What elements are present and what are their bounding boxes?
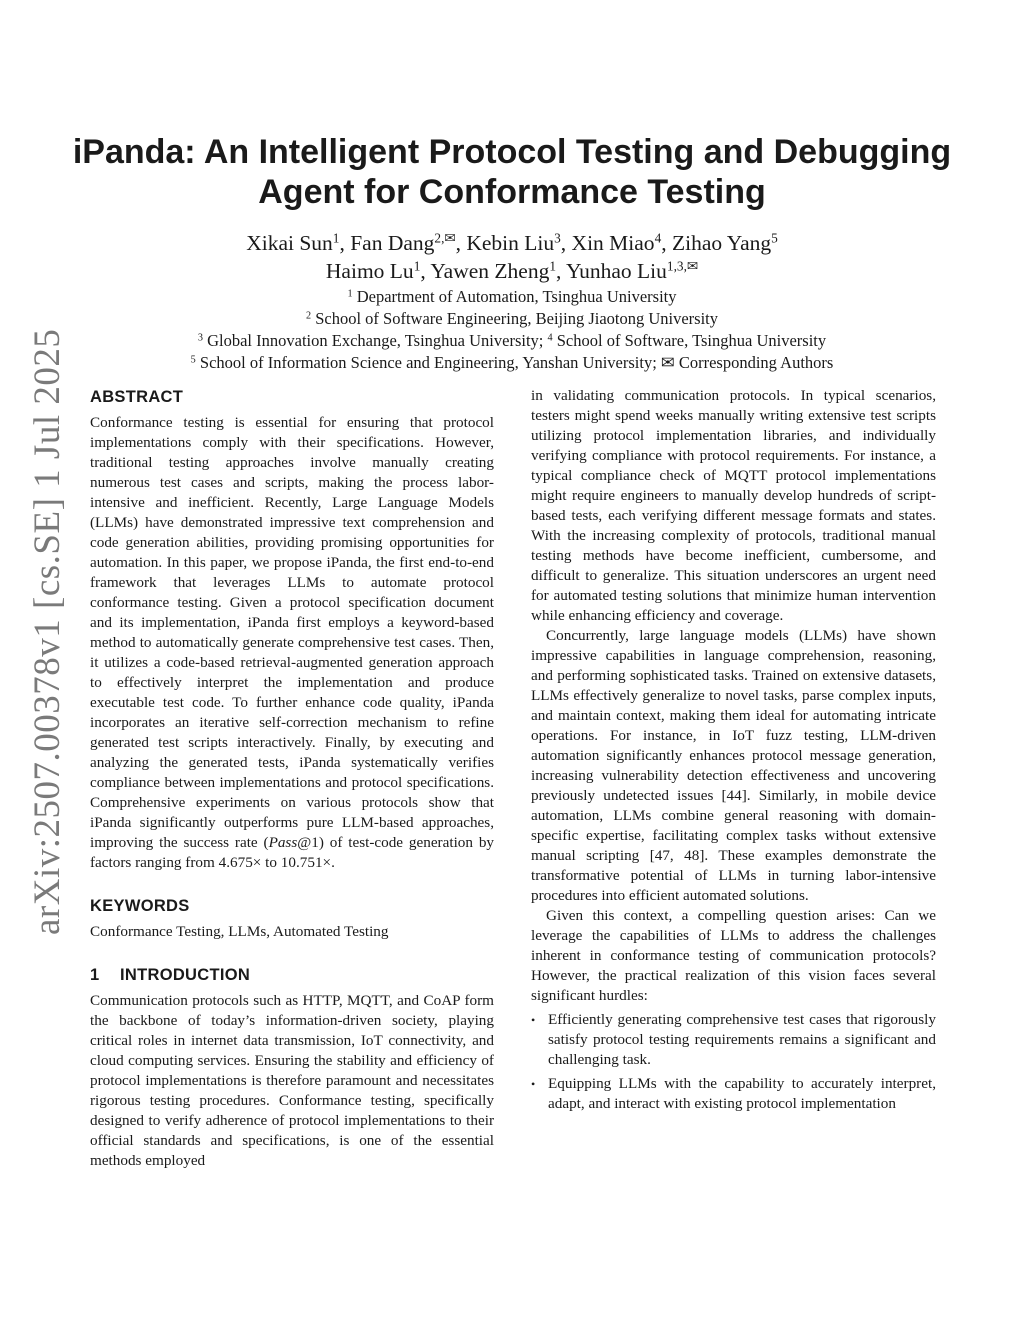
affiliation-line [60,330,964,352]
author-affil-mark: 2,✉ [434,230,456,246]
abstract-metric: Pass [268,834,298,851]
affiliation-text: Global Innovation Exchange, Tsinghua University; [207,331,544,350]
bullet-icon: • [531,1077,536,1091]
affiliation-text: School of Software, Tsinghua University [556,331,827,350]
author-affil-mark: 1 [413,258,421,274]
author-affil-mark: 4 [654,230,662,246]
author-name: Xin Miao [571,231,655,255]
intro-paragraph-2: Concurrently, large language models (LLMs) have shown impressive capabilities in language comprehension, reasoning, and performing sophisticated tasks. Trained on extensive datasets, LLMs effectively generalize to novel tasks, parse complex inputs, and maintain context, making them ideal for automating intricate operations. For instance, in IoT fuzz testing, LLM-driven automation significantly enhances protocol message generation, increasing vulnerability detection effectiveness and uncovering previously undetected issues [44]. Similarly, in mobile device automation, LLMs combine general reasoning with domain-specific expertise, facilitating complex tasks without extensive manual scripting [47, 48]. These examples demonstrate the transformative potential of LLMs in turning labor-intensive procedures into efficient automated solutions. [531,627,936,904]
author-name: Kebin Liu [466,231,555,255]
author-affil-mark: 3 [554,230,561,246]
left-column [90,386,494,1171]
intro-paragraph-1-continued: in validating communication protocols. In typical scenarios, testers might spend weeks manually writing extensive test scripts utilizing protocol implementation libraries, and individually verifying compliance with protocol requirements. For instance, a typical compliance check of MQTT protocol implementations might require engineers to manually develop hundreds of script-based tests, each verifying different message formats and states. With the increasing complexity of protocols, traditional manual testing methods have become inefficient, cumbersome, and difficult to generalize. This situation underscores an urgent need for automated testing solutions that minimize human intervention while enhancing efficiency and coverage. [531,387,936,624]
section-title: INTRODUCTION [120,966,251,984]
intro-paragraph-3: Given this context, a compelling question arises: Can we leverage the capabilities of LLMs to address the challenges inherent in conformance testing of communication protocols? However, the practical realization of this vision faces several significant hurdles: [531,907,936,1004]
list-item-text: Equipping LLMs with the capability to accurately interpret, adapt, and interact with existing protocol implementation [548,1075,936,1112]
author-name: Xikai Sun [246,231,333,255]
keywords-text: Conformance Testing, LLMs, Automated Testing [90,923,389,940]
title-line-2: Agent for Conformance Testing [258,173,766,211]
introduction-heading [90,964,494,986]
intro-paragraph-1: Communication protocols such as HTTP, MQTT, and CoAP form the backbone of today’s information-driven society, playing critical roles in internet data transmission, IoT connectivity, and cloud computing services. Ensuring the stability and efficiency of protocol implementations is therefore paramount and necessitates rigorous testing procedures. Conformance testing, specifically designed to verify adherence of protocol implementations to their official standards and specifications, is one of the essential methods employed [90,992,494,1169]
author-name: Fan Dang [350,231,435,255]
affiliation-text: School of Software Engineering, Beijing Jiaotong University [315,309,719,328]
section-number: 1 [90,966,100,984]
hurdle-list [531,1010,936,1114]
affiliation-list [60,286,964,374]
affiliation-line [60,286,964,308]
abstract-text: @1) of test-code generation by factors ranging from 4.675× to 10.751×. [90,834,495,871]
affiliation-text: Corresponding Authors [678,353,834,372]
affiliation-line [60,308,964,330]
arxiv-identifier: arXiv:2507.00378v1 [cs.SE] 1 Jul 2025 [27,328,68,935]
abstract-text: Conformance testing is essential for ensuring that protocol implementations comply with their specifications. However, traditional testing approaches involve manually creating numerous test cases and scripts, making the process labor-intensive and inefficient. Recently, Large Language Models (LLMs) have demonstrated impressive text comprehension and code generation abilities, providing promising opportunities for automation. In this paper, we propose iPanda, the first end-to-end framework that leverages LLMs to automate protocol conformance testing. Given a protocol specification document and its implementation, iPanda first employs a keyword-based method to automatically generate comprehensive test cases. Then, it utilizes a code-based retrieval-augmented generation approach to effectively interpret the implementation and produce executable test code. To further enhance code quality, iPanda incorporates an iterative self-correction mechanism to refine generated test scripts interactively. Finally, by executing and analyzing the generated tests, iPanda systematically verifies compliance between implementations and protocol specifications. Comprehensive experiments on various protocols show that iPanda significantly outperforms pure LLM-based approaches, improving the success rate ( [90,414,494,851]
list-item-text: Efficiently generating comprehensive test cases that rigorously satisfy protocol testing requirements remains a significant and challenging task. [548,1011,936,1068]
list-item [531,1010,936,1070]
paper-title [60,132,964,212]
author-name: Zihao Yang [671,231,772,255]
author-name: Haimo Lu [325,259,414,283]
author-affil-mark: 1,3,✉ [666,258,699,274]
author-affil-mark: 1 [332,230,340,246]
list-item [531,1074,936,1114]
author-affil-mark: 1 [549,258,557,274]
author-name: Yawen Zheng [430,259,550,283]
title-line-1: iPanda: An Intelligent Protocol Testing and Debugging [72,133,952,171]
affil-mark: 1 [347,288,353,300]
keywords-heading: KEYWORDS [90,897,190,915]
affil-mark: 4 [547,332,553,344]
author-affil-mark: 5 [771,230,778,246]
author-line-1: Xikai Sun$^1$, Fan Dang$^{2,✉}$, Kebin Liu$^3$, Xin Miao$^4$, Zihao Yang$^5$ [246,230,778,255]
affiliation-text: Department of Automation, Tsinghua University [356,287,677,306]
author-line-2: Haimo Lu$^1$, Yawen Zheng$^1$, Yunhao Liu$^{1,3,✉}$ [325,258,699,283]
right-column [531,386,936,1118]
envelope-icon: ✉ [660,353,675,372]
affiliation-line [60,352,964,374]
abstract-body [90,413,494,873]
affil-mark: 3 [197,332,203,344]
author-list [60,229,964,285]
bullet-icon: • [531,1013,536,1027]
abstract-heading: ABSTRACT [90,388,184,406]
affil-mark: 5 [190,354,196,366]
author-name: Yunhao Liu [565,259,667,283]
affiliation-text: School of Information Science and Engineering, Yanshan University; [199,353,657,372]
affil-mark: 2 [305,310,312,322]
